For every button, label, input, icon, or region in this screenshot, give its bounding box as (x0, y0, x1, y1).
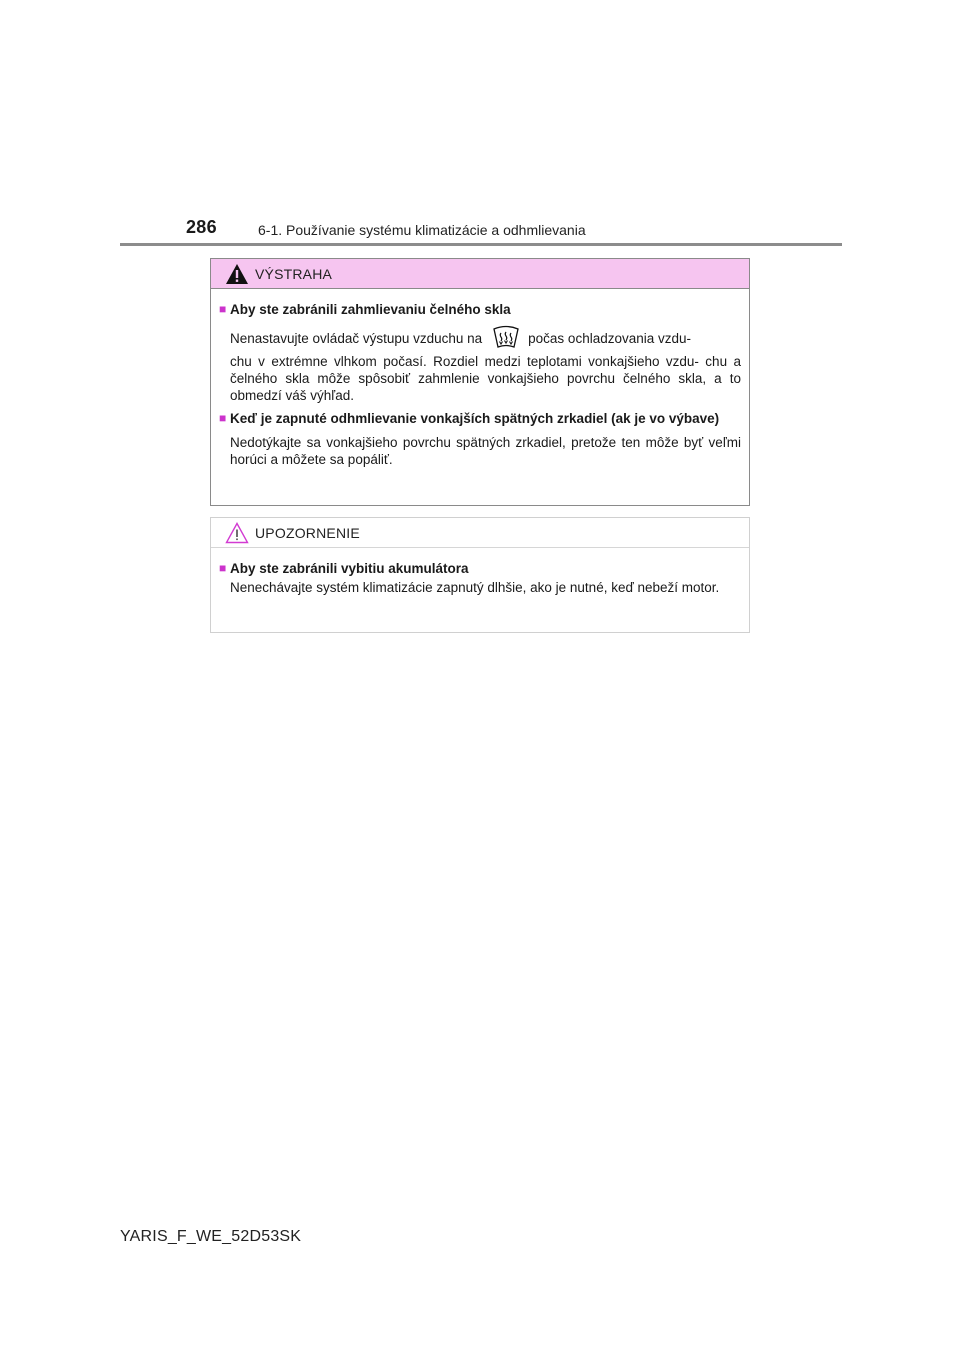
warning-item (219, 301, 741, 404)
bullet-square-icon: ■ (219, 561, 227, 575)
notice-box (210, 517, 750, 633)
text-line-with-icon (230, 325, 741, 349)
warning-item-title-text: Keď je zapnuté odhmlievanie vonkajších spätných zrkadiel (ak je vo výbave) (230, 411, 720, 426)
notice-item-title (219, 560, 741, 577)
warning-item-title (219, 410, 741, 427)
notice-label: UPOZORNENIE (255, 525, 360, 541)
notice-item-title-text: Aby ste zabránili vybitiu akumulátora (230, 561, 469, 576)
notice-item-text: Nenechávajte systém klimatizácie zapnutý dlhšie, ako je nutné, keď nebeží motor. (230, 580, 720, 595)
warning-item (219, 410, 741, 468)
warning-box (210, 258, 750, 506)
text-rest: chu v extrémne vlhkom počasí. Rozdiel medzi teplotami vonkajšieho vzdu- chu a čelného skla môže spôsobiť zahmlenie vonkajšieho povrchu čelného skla, a to obmedzí váš výhľad. (230, 354, 741, 403)
text-before-icon: Nenastavujte ovládač výstupu vzduchu na (230, 331, 483, 346)
document-code: YARIS_F_WE_52D53SK (120, 1228, 302, 1245)
notice-box-body (211, 548, 749, 596)
warning-box-body (211, 289, 749, 468)
bullet-square-icon: ■ (219, 411, 227, 425)
warning-label: VÝSTRAHA (255, 266, 333, 282)
warning-box-header (211, 259, 749, 289)
bullet-square-icon: ■ (219, 302, 227, 316)
warning-item-title (219, 301, 741, 318)
warning-item-title-text: Aby ste zabránili zahmlievaniu čelného skla (230, 302, 511, 317)
header-rule (120, 243, 842, 246)
notice-item (219, 560, 741, 596)
page-number: 286 (186, 217, 217, 237)
section-title: 6-1. Používanie systému klimatizácie a odhmlievania (258, 222, 586, 238)
caution-triangle-outline-icon (225, 522, 249, 544)
text-after-icon: počas ochladzovania vzdu- (528, 331, 692, 346)
windshield-defog-icon (492, 325, 520, 349)
warning-item-text (230, 325, 741, 404)
warning-item-text: Nedotýkajte sa vonkajšieho povrchu spätných zrkadiel, pretože ten môže byť veľmi horúci a môžete sa popáliť. (230, 435, 741, 467)
warning-triangle-filled-icon (225, 263, 249, 285)
notice-box-header (211, 518, 749, 548)
